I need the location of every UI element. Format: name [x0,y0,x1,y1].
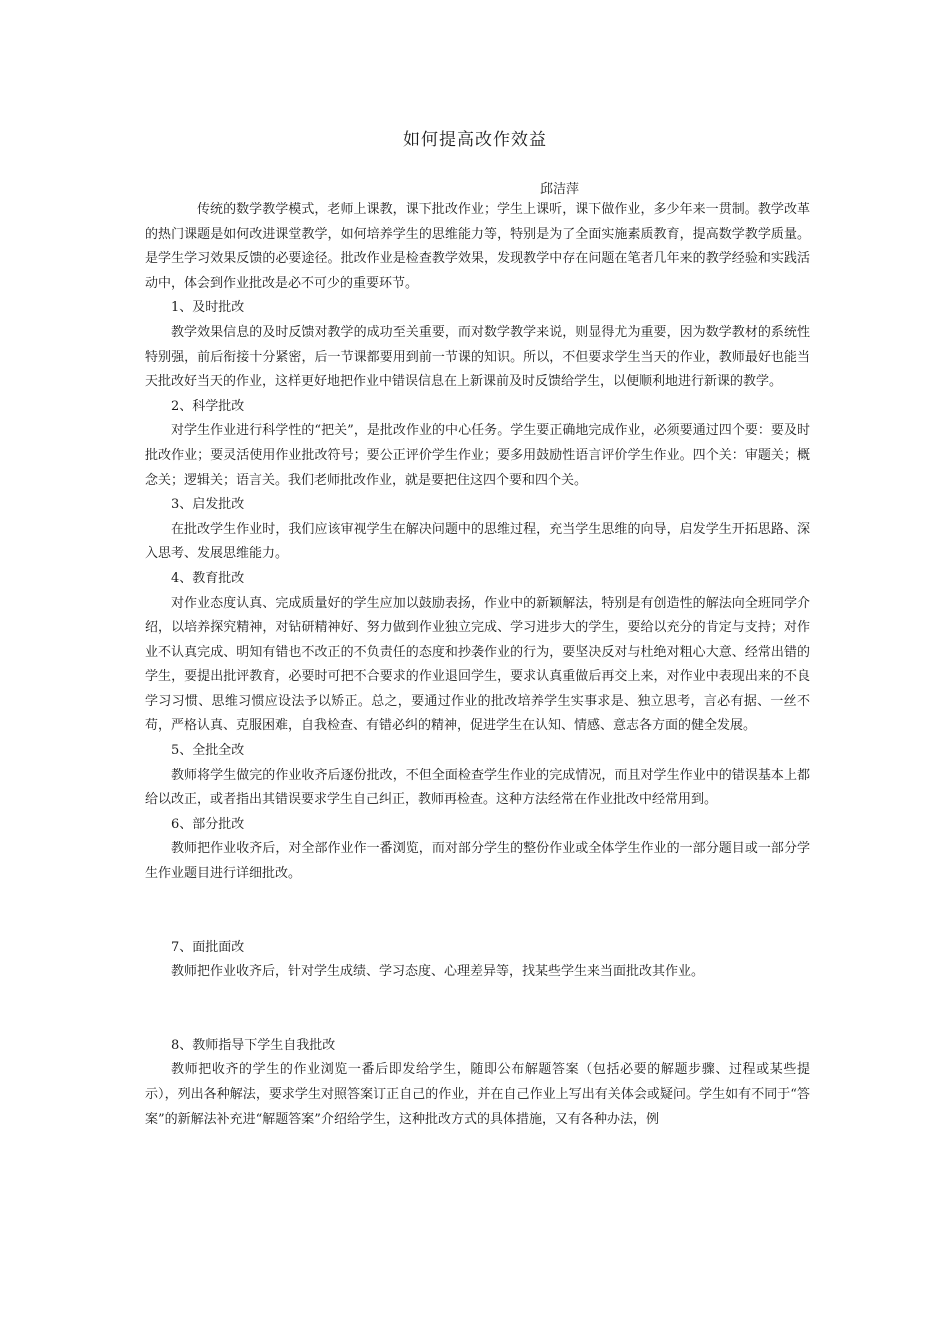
intro-paragraph: 传统的数学教学模式，老师上课教，课下批改作业；学生上课听，课下做作业，多少年来一贯制。教学改革的热门课题是如何改进课堂教学，如何培养学生的思维能力等，特别是为了全面实施素质教育，提高数学教学质量。是学生学习效果反馈的必要途径。批改作业是检查教学效果，发现教学中存在问题在笔者几年来的教学经验和实践活动中，体会到作业批改是必不可少的重要环节。 [145,202,810,291]
section-paragraph-3: 在批改学生作业时，我们应该审视学生在解决问题中的思维过程，充当学生思维的向导，启发学生开拓思路、深入思考、发展思维能力。 [145,521,810,562]
section-paragraph-2: 对学生作业进行科学性的“把关”，是批改作业的中心任务。学生要正确地完成作业，必须要通过四个要：要及时批改作业；要灵活使用作业批改符号；要公正评价学生作业；要多用鼓励性语言评价学生作业。四个关：审题关；概念关；逻辑关；语言关。我们老师批改作业，就是要把住这四个要和四个关。 [145,423,810,488]
section-paragraph-8: 教师把收齐的学生的作业浏览一番后即发给学生，随即公布解题答案（包括必要的解题步骤、过程或某些提示），列出各种解法，要求学生对照答案订正自己的作业，并在自己作业上写出有关体会或疑问。学生如有不同于“答案”的新解法补充进“解题答案”介绍给学生，这种批改方式的具体措施，又有各种办法，例 [145,1062,810,1127]
section-heading-5: 5、全批全改 [171,743,245,759]
section-heading-1: 1、及时批改 [171,300,245,316]
section-paragraph-6: 教师把作业收齐后，对全部作业作一番浏览，而对部分学生的整份作业或全体学生作业的一部分题目或一部分学生作业题目进行详细批改。 [145,841,810,882]
section-heading-7: 7、面批面改 [171,939,245,955]
section-heading-4: 4、教育批改 [171,570,245,586]
section-paragraph-1: 教学效果信息的及时反馈对教学的成功至关重要，而对数学教学来说，则显得尤为重要，因为数学教材的系统性特别强，前后衔接十分紧密，后一节课都要用到前一节课的知识。所以，不但要求学生当天的作业，教师最好也能当天批改好当天的作业，这样更好地把作业中错误信息在上新课前及时反馈给学生，以便顺利地进行新课的教学。 [145,324,810,390]
document-title: 如何提高改作效益 [403,130,547,150]
section-heading-2: 2、科学批改 [171,398,245,414]
document-body [145,198,810,1132]
section-paragraph-7: 教师把作业收齐后，针对学生成绩、学习态度、心理差异等，找某些学生来当面批改其作业。 [171,964,705,980]
section-heading-8: 8、教师指导下学生自我批改 [171,1037,336,1053]
section-paragraph-5: 教师将学生做完的作业收齐后逐份批改，不但全面检查学生作业的完成情况，而且对学生作业中的错误基本上都给以改正，或者指出其错误要求学生自己纠正，教师再检查。这种方法经常在作业批改中经常用到。 [145,767,810,808]
author-name: 邱洁萍 [540,182,580,197]
section-heading-6: 6、部分批改 [171,816,245,832]
section-paragraph-4: 对作业态度认真、完成质量好的学生应加以鼓励表扬，作业中的新颖解法，特别是有创造性的解法向全班同学介绍，以培养探究精神，对钻研精神好、努力做到作业独立完成、学习进步大的学生，要给以充分的肯定与支持；对作业不认真完成、明知有错也不改正的不负责任的态度和抄袭作业的行为，要坚决反对与杜绝对粗心大意、经常出错的学生，要提出批评教育，必要时可把不合要求的作业退回学生，要求认真重做后再交上来，对作业中表现出来的不良学习习惯、思维习惯应设法予以矫正。总之，要通过作业的批改培养学生实事求是、独立思考，言必有据、一丝不苟，严格认真、克服困难，自我检查、有错必纠的精神，促进学生在认知、情感、意志各方面的健全发展。 [145,595,810,734]
section-heading-3: 3、启发批改 [171,497,245,513]
